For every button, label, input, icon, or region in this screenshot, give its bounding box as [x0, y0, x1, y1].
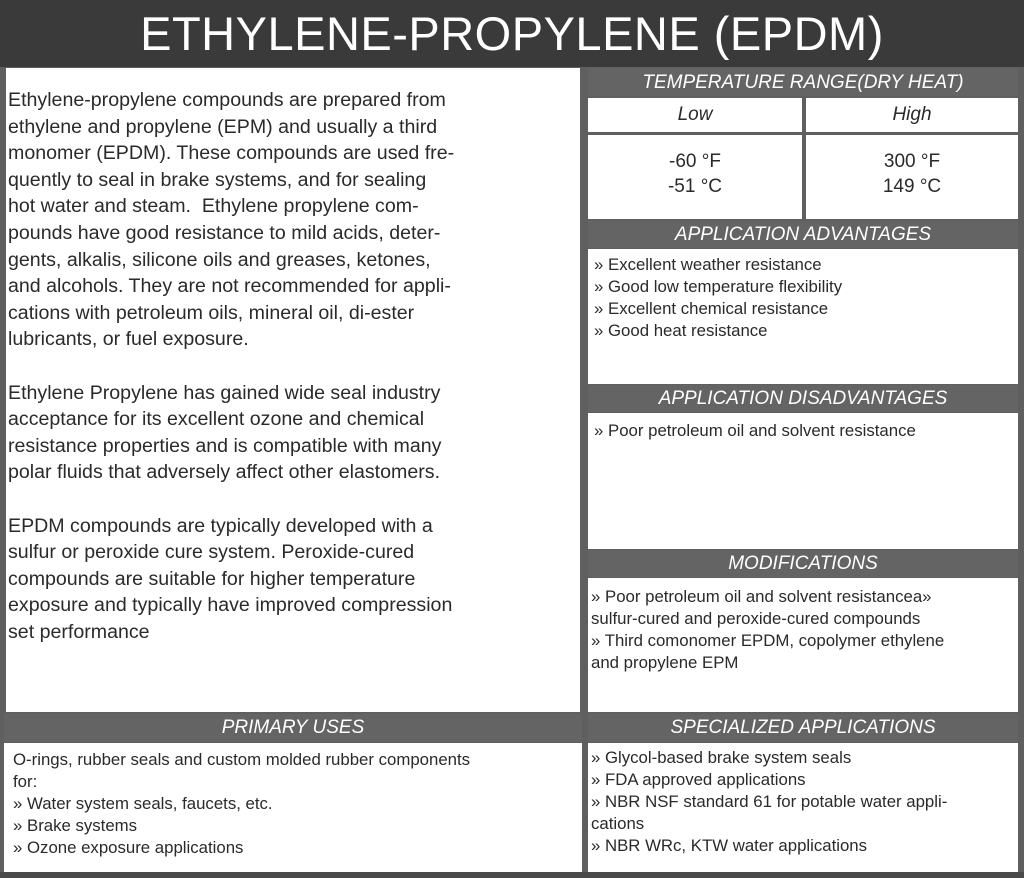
specialized-application-line: cations [591, 814, 645, 833]
specialized-application-line: » NBR WRc, KTW water applications [591, 836, 868, 855]
description-panel [6, 68, 580, 712]
desc-line: Ethylene-propylene compounds are prepared from [8, 89, 446, 111]
modification-line: » Poor petroleum oil and solvent resistancea» [591, 587, 932, 606]
temperature-high-fahrenheit: 300 °F [883, 151, 941, 172]
temperature-low-label: Low [588, 98, 802, 132]
primary-uses-box [4, 743, 582, 872]
temperature-low-celsius: -51 °C [667, 176, 723, 197]
desc-line: resistance properties and is compatible with many [8, 434, 442, 457]
desc-line: and alcohols. They are not recommended for appli- [8, 275, 451, 298]
desc-line: quently to seal in brake systems, and for sealing [8, 168, 427, 191]
temperature-high-celsius: 149 °C [882, 176, 942, 197]
specialized-application-line: » Glycol-based brake system seals [591, 748, 852, 767]
disadvantages-heading: APPLICATION DISADVANTAGES [588, 385, 1018, 412]
primary-use-line: for: [13, 772, 38, 791]
desc-line: hot water and steam. Ethylene propylene com- [8, 195, 419, 218]
specialized-applications-list [588, 743, 1018, 872]
specialized-application-line: » NBR NSF standard 61 for potable water appli- [591, 792, 948, 811]
advantage-item: » Good low temperature flexibility [594, 277, 843, 296]
page-title: ETHYLENE-PROPYLENE (EPDM) [0, 0, 1024, 67]
disadvantage-item: » Poor petroleum oil and solvent resistance [594, 421, 916, 440]
description-paragraph-3 [8, 513, 578, 646]
primary-uses-heading: PRIMARY USES [4, 714, 582, 742]
advantage-item: » Excellent weather resistance [594, 255, 822, 274]
primary-use-line: O-rings, rubber seals and custom molded rubber components [13, 750, 471, 769]
primary-use-line: » Ozone exposure applications [13, 838, 244, 857]
desc-line: EPDM compounds are typically developed with a [8, 514, 433, 537]
desc-line: compounds are suitable for higher temperature [8, 567, 416, 590]
description-paragraph-2 [8, 380, 578, 486]
desc-line: sulfur or peroxide cure system. Peroxide-cured [8, 541, 415, 564]
desc-line: polar fluids that adversely affect other elastomers. [8, 461, 441, 484]
modification-line: and propylene EPM [591, 653, 739, 672]
advantages-heading: APPLICATION ADVANTAGES [588, 221, 1018, 248]
desc-line: gents, alkalis, silicone oils and greases, ketones, [8, 248, 431, 271]
bottom-border [0, 872, 1024, 878]
desc-line: pounds have good resistance to mild acids, deter- [8, 221, 441, 244]
specialized-applications-heading: SPECIALIZED APPLICATIONS [588, 714, 1018, 742]
modifications-heading: MODIFICATIONS [588, 550, 1018, 577]
modifications-list [588, 578, 1018, 712]
primary-use-line: » Brake systems [13, 816, 138, 835]
modification-line: sulfur-cured and peroxide-cured compounds [591, 609, 921, 628]
temperature-high-values [806, 135, 1018, 219]
specialized-application-line: » FDA approved applications [591, 770, 806, 789]
desc-line: cations with petroleum oils, mineral oil, di-ester [8, 301, 415, 324]
advantages-list [588, 249, 1018, 384]
modification-line: » Third comonomer EPDM, copolymer ethylene [591, 631, 945, 650]
advantage-item: » Excellent chemical resistance [594, 299, 829, 318]
desc-line: acceptance for its excellent ozone and chemical [8, 408, 425, 431]
desc-line: monomer (EPDM). These compounds are used fre- [8, 142, 455, 165]
desc-line: set performance [8, 620, 150, 643]
desc-line: exposure and typically have improved compression [8, 594, 453, 617]
desc-line: lubricants, or fuel exposure. [8, 328, 249, 351]
primary-use-line: » Water system seals, faucets, etc. [13, 794, 273, 813]
temperature-low-fahrenheit: -60 °F [669, 151, 721, 172]
desc-line: Ethylene Propylene has gained wide seal industry [8, 381, 441, 404]
disadvantages-list [588, 413, 1018, 549]
advantage-item: » Good heat resistance [594, 321, 768, 340]
description-paragraph-1 [8, 87, 578, 353]
temperature-range-heading: TEMPERATURE RANGE(DRY HEAT) [588, 68, 1018, 96]
temperature-low-values [588, 135, 802, 219]
desc-line: ethylene and propylene (EPM) and usually a third [8, 115, 438, 138]
temperature-high-label: High [806, 98, 1018, 132]
